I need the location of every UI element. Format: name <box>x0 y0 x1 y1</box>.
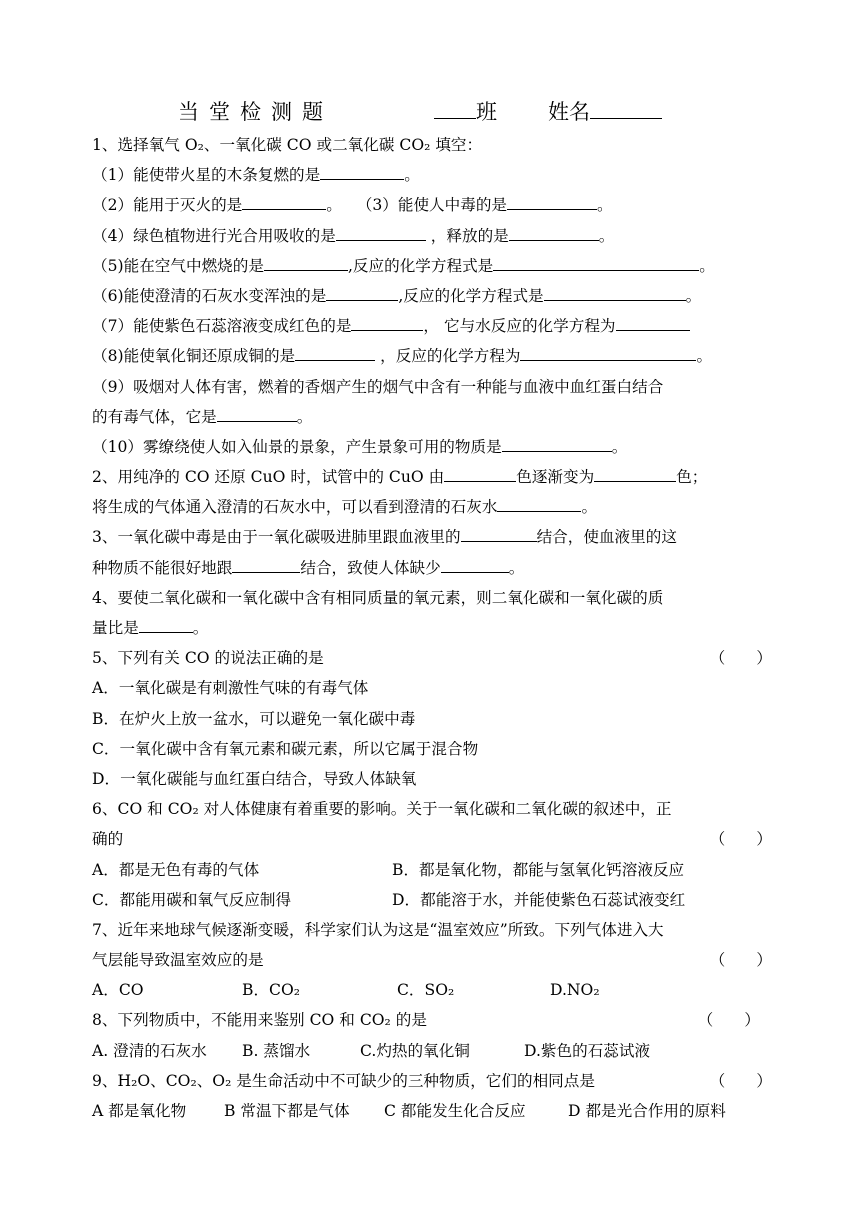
q8-option-b: B. 蒸馏水 <box>242 1041 311 1060</box>
q1-item-10: （10）雾缭绕使人如入仙景的景象，产生景象可用的物质是 。 <box>92 437 628 456</box>
name-field <box>548 96 662 126</box>
q6-option-d: D．都能溶于水，并能使紫色石蕊试液变红 <box>392 890 686 909</box>
answer-blank[interactable] <box>509 226 599 241</box>
answer-blank[interactable] <box>461 527 537 542</box>
q1-stem: 1、选择氧气 O₂、一氧化碳 CO 或二氧化碳 CO₂ 填空： <box>92 136 483 154</box>
q6-option-b: B．都是氧化物，都能与氢氧化钙溶液反应 <box>392 860 685 879</box>
q9-option-d: D 都是光合作用的原料 <box>568 1102 726 1120</box>
q8-option-a: A. 澄清的石灰水 <box>92 1041 207 1060</box>
class-label: 班 <box>476 100 497 124</box>
answer-paren[interactable]: （ ） <box>697 1011 760 1030</box>
q3-line-1: 3、一氧化碳中毒是由于一氧化碳吸进肺里跟血液里的 结合，使血液里的这 <box>92 528 677 547</box>
q2-line-1: 2、用纯净的 CO 还原 CuO 时，试管中的 CuO 由 色逐渐变为 色； <box>92 468 708 487</box>
answer-blank[interactable] <box>444 467 516 482</box>
q2-line-2: 将生成的气体通入澄清的石灰水中，可以看到澄清的石灰水 。 <box>92 498 598 517</box>
q1-item-7: （7）能使紫色石蕊溶液变成红色的是 ， 它与水反应的化学方程为 <box>92 311 772 341</box>
answer-blank[interactable] <box>520 346 696 361</box>
questions <box>92 130 772 1126</box>
answer-blank[interactable] <box>441 558 509 573</box>
q4-line-1: 4、要使二氧化碳和一氧化碳中含有相同质量的氧元素，则二氧化碳和一氧化碳的质 <box>92 588 664 607</box>
answer-blank[interactable] <box>320 165 404 180</box>
q1-item-9b: 的有毒气体，它是 。 <box>92 407 313 426</box>
q6-stem-1: 6、CO 和 CO₂ 对人体健康有着重要的影响。关于一氧化碳和二氧化碳的叙述中，正 <box>92 800 672 819</box>
q3-line-2: 种物质不能很好地跟 结合，致使人体缺少 。 <box>92 558 525 577</box>
q7-stem-2: 气层能导致温室效应的是 （ ） <box>92 945 772 975</box>
page-title: 当堂检测题 <box>178 100 333 124</box>
class-blank-line[interactable] <box>434 98 476 119</box>
q6-option-a: A．都是无色有毒的气体 <box>92 860 260 879</box>
answer-blank[interactable] <box>336 226 426 241</box>
q1-item-4: （4）绿色植物进行光合用吸收的是 ，释放的是 。 <box>92 226 615 245</box>
q1-item-6: （6)能使澄清的石灰水变浑浊的是 ,反应的化学方程式是 。 <box>92 286 702 305</box>
q8-option-c: C.灼热的氧化铜 <box>360 1041 470 1060</box>
q1-item-5: （5)能在空气中燃烧的是 ,反应的化学方程式是 。 <box>92 256 715 275</box>
q6-option-c: C．都能用碳和氧气反应制得 <box>92 890 292 909</box>
answer-blank[interactable] <box>351 316 423 331</box>
class-field <box>434 96 497 126</box>
answer-blank[interactable] <box>616 316 690 331</box>
q7-option-d: D.NO₂ <box>550 981 600 1000</box>
answer-paren[interactable]: （ ） <box>709 1071 772 1090</box>
answer-blank[interactable] <box>493 256 699 271</box>
answer-blank[interactable] <box>242 195 326 210</box>
q5-option-c: C．一氧化碳中含有氧元素和碳元素，所以它属于混合物 <box>92 739 479 758</box>
answer-blank[interactable] <box>295 346 375 361</box>
q4-line-2: 量比是 。 <box>92 619 209 637</box>
header <box>0 96 860 128</box>
q9-options <box>92 1096 772 1126</box>
answer-blank[interactable] <box>264 256 348 271</box>
q8-stem: 8、下列物质中，不能用来鉴别 CO 和 CO₂ 的是 （ ） <box>92 1005 772 1035</box>
name-label: 姓名 <box>548 100 590 124</box>
answer-blank[interactable] <box>232 558 300 573</box>
q5-option-b: B．在炉火上放一盆水，可以避免一氧化碳中毒 <box>92 709 416 728</box>
answer-blank[interactable] <box>139 618 193 633</box>
name-blank-line[interactable] <box>590 98 662 119</box>
answer-blank[interactable] <box>544 286 686 301</box>
answer-blank[interactable] <box>326 286 398 301</box>
q1-item-9a: （9）吸烟对人体有害，燃着的香烟产生的烟气中含有一种能与血液中血红蛋白结合 <box>92 377 664 396</box>
q9-option-c: C 都能发生化合反应 <box>384 1102 526 1120</box>
answer-blank[interactable] <box>594 467 676 482</box>
q1-item-2-3: （2）能用于灭火的是 。 （3）能使人中毒的是 。 <box>92 196 613 215</box>
answer-blank[interactable] <box>507 195 597 210</box>
q5-option-a: A．一氧化碳是有刺激性气味的有毒气体 <box>92 679 369 698</box>
q6-options-cd <box>92 885 772 915</box>
q8-option-d: D.紫色的石蕊试液 <box>524 1041 651 1060</box>
answer-paren[interactable]: （ ） <box>709 649 772 668</box>
answer-blank[interactable] <box>497 497 581 512</box>
q1-item-8: （8)能使氧化铜还原成铜的是 ，反应的化学方程为 。 <box>92 347 713 366</box>
answer-paren[interactable]: （ ） <box>709 951 772 970</box>
q7-options <box>92 975 772 1005</box>
q9-stem: 9、H₂O、CO₂、O₂ 是生命活动中不可缺少的三种物质，它们的相同点是 （ ） <box>92 1066 772 1096</box>
q9-option-a: A 都是氧化物 <box>92 1102 187 1120</box>
q7-stem-1: 7、近年来地球气候逐渐变暖，科学家们认为这是“温室效应”所致。下列气体进入大 <box>92 920 664 939</box>
answer-blank[interactable] <box>217 407 297 422</box>
q7-option-c: C．SO₂ <box>397 981 455 1000</box>
answer-paren[interactable]: （ ） <box>709 830 772 849</box>
q7-option-a: A．CO <box>92 981 144 1000</box>
q5-stem: 5、下列有关 CO 的说法正确的是 （ ） <box>92 643 772 673</box>
answer-blank[interactable] <box>502 437 612 452</box>
q1-item-1: （1）能使带火星的木条复燃的是 。 <box>92 166 420 185</box>
q5-option-d: D．一氧化碳能与血红蛋白结合，导致人体缺氧 <box>92 769 417 788</box>
q6-stem-2: 确的 （ ） <box>92 824 772 854</box>
q9-option-b: B 常温下都是气体 <box>224 1102 350 1120</box>
q8-options <box>92 1036 772 1066</box>
q7-option-b: B．CO₂ <box>242 981 301 1000</box>
q6-options-ab <box>92 855 772 885</box>
